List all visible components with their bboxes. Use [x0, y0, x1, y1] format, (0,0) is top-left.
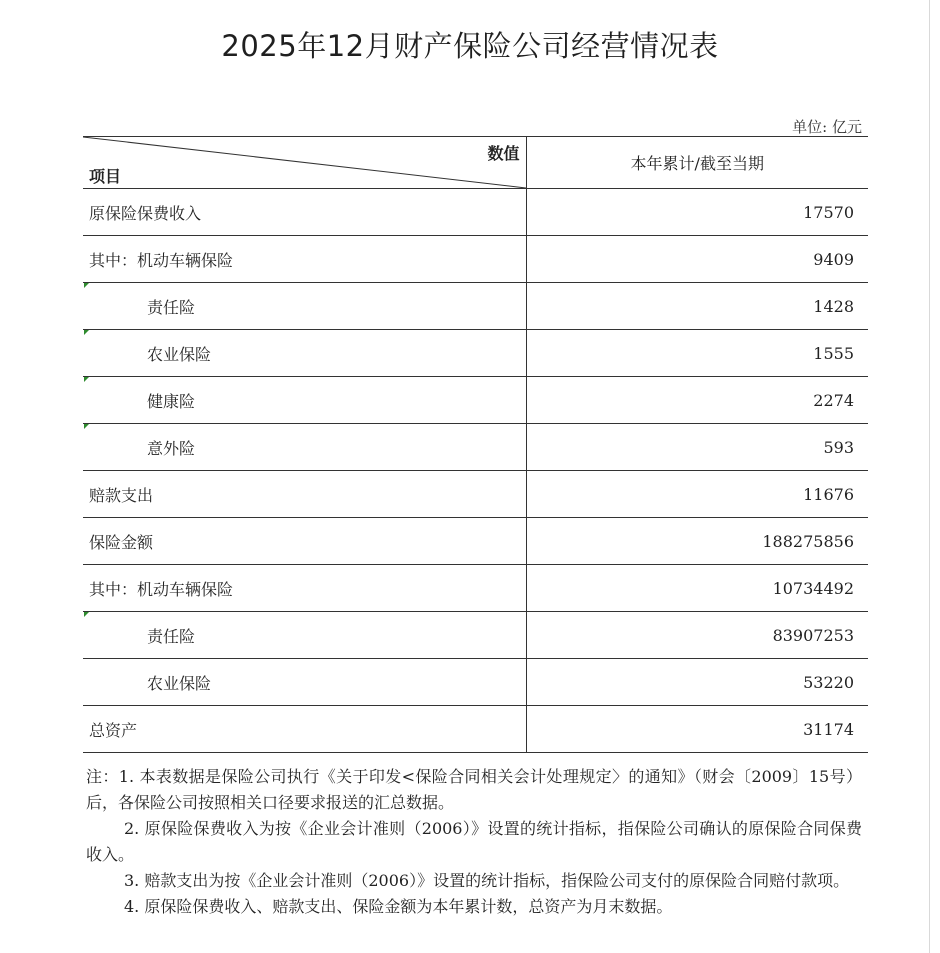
- row-value: 10734492: [526, 565, 868, 612]
- table-row: [83, 659, 868, 706]
- row-label-text: 农业保险: [147, 344, 212, 364]
- table-row: [83, 612, 868, 659]
- row-value: 9409: [526, 236, 868, 283]
- table-row: [83, 565, 868, 612]
- unit-label: 单位: 亿元: [792, 118, 862, 136]
- cell-corner-marker: [84, 377, 89, 382]
- row-label: 其中：机动车辆保险: [83, 236, 526, 283]
- row-label-indented: [83, 283, 526, 330]
- diagonal-header-cell: [83, 137, 526, 189]
- table-header-row: [83, 137, 868, 189]
- row-label-text: 农业保险: [147, 673, 212, 693]
- row-label-indented: [83, 424, 526, 471]
- note-2: 2. 原保险保费收入为按《企业会计准则（2006）》设置的统计指标，指保险公司确认的原保险合同保费收入。: [86, 819, 862, 864]
- row-value: 83907253: [526, 612, 868, 659]
- row-label-text: 意外险: [147, 438, 196, 458]
- cell-corner-marker: [84, 612, 89, 617]
- header-item-label: 项目: [89, 167, 122, 186]
- row-label-text: 健康险: [147, 391, 196, 411]
- page-edge: [929, 0, 930, 953]
- cell-corner-marker: [84, 424, 89, 429]
- table-row: [83, 518, 868, 565]
- row-value: 1428: [526, 283, 868, 330]
- note-4: 4. 原保险保费收入、赔款支出、保险金额为本年累计数，总资产为月末数据。: [124, 897, 673, 916]
- row-value: 1555: [526, 330, 868, 377]
- diagonal-line: [83, 137, 526, 188]
- table-row: [83, 236, 868, 283]
- row-label-indented: [83, 330, 526, 377]
- table-row: [83, 189, 868, 236]
- row-value: 188275856: [526, 518, 868, 565]
- row-label-indented: [83, 612, 526, 659]
- note-3: 3. 赔款支出为按《企业会计准则（2006）》设置的统计指标，指保险公司支付的原保险合同赔付款项。: [124, 871, 850, 890]
- header-value-column: 本年累计/截至当期: [526, 137, 868, 189]
- cell-corner-marker: [84, 330, 89, 335]
- row-label: 其中：机动车辆保险: [83, 565, 526, 612]
- row-label: 原保险保费收入: [83, 189, 526, 236]
- row-value: 53220: [526, 659, 868, 706]
- row-label-indented: [83, 377, 526, 424]
- report-table: [83, 136, 868, 753]
- row-value: 17570: [526, 189, 868, 236]
- row-label-indented: [83, 659, 526, 706]
- table-row: [83, 706, 868, 753]
- table-row: [83, 424, 868, 471]
- row-label: 赔款支出: [83, 471, 526, 518]
- row-label: 总资产: [83, 706, 526, 753]
- row-value: 31174: [526, 706, 868, 753]
- header-value-label: 数值: [487, 144, 520, 163]
- table-row: [83, 330, 868, 377]
- row-value: 593: [526, 424, 868, 471]
- page-title: 2025年12月财产保险公司经营情况表: [221, 29, 719, 63]
- table-row: [83, 283, 868, 330]
- table-row: [83, 377, 868, 424]
- row-label-text: 责任险: [147, 297, 196, 317]
- footnotes: [86, 764, 862, 920]
- row-value: 2274: [526, 377, 868, 424]
- row-label: 保险金额: [83, 518, 526, 565]
- row-value: 11676: [526, 471, 868, 518]
- table-row: [83, 471, 868, 518]
- cell-corner-marker: [84, 283, 89, 288]
- row-label-text: 责任险: [147, 626, 196, 646]
- note-1: 注：1. 本表数据是保险公司执行《关于印发<保险合同相关会计处理规定〉的通知》（财会〔2009〕15号）后，各保险公司按照相关口径要求报送的汇总数据。: [86, 767, 862, 812]
